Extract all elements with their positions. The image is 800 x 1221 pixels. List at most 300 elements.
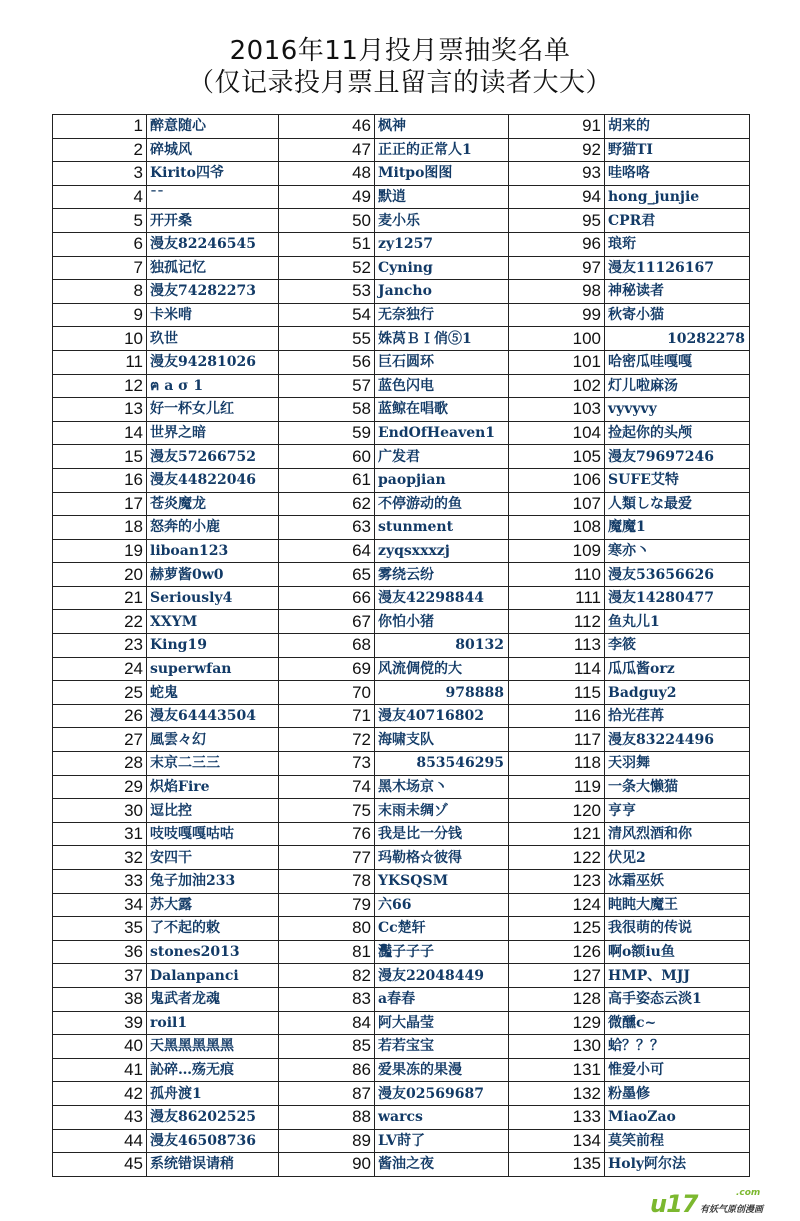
- entry-name: 訫碎…殇无痕: [147, 1058, 279, 1082]
- entry-name: 漫友83224496: [605, 728, 750, 752]
- entry-number: 78: [279, 870, 375, 894]
- entry-name: 哇咯咯: [605, 162, 750, 186]
- entry-number: 79: [279, 893, 375, 917]
- entry-number: 76: [279, 822, 375, 846]
- entry-number: 70: [279, 681, 375, 705]
- entry-number: 102: [509, 374, 605, 398]
- entry-number: 82: [279, 964, 375, 988]
- table-row: [53, 822, 750, 846]
- entry-name: 漫友74282273: [147, 280, 279, 304]
- entry-number: 20: [53, 563, 147, 587]
- entry-number: 124: [509, 893, 605, 917]
- entry-number: 46: [279, 115, 375, 139]
- entry-name: 978888: [375, 681, 509, 705]
- entry-name: 苏大露: [147, 893, 279, 917]
- entry-name: XXYM: [147, 610, 279, 634]
- entry-number: 85: [279, 1035, 375, 1059]
- table-row: [53, 1058, 750, 1082]
- entry-number: 57: [279, 374, 375, 398]
- entry-name: 人類しな最爱: [605, 492, 750, 516]
- entry-number: 123: [509, 870, 605, 894]
- entry-number: 71: [279, 704, 375, 728]
- entry-number: 81: [279, 940, 375, 964]
- entry-number: 66: [279, 586, 375, 610]
- entry-number: 117: [509, 728, 605, 752]
- entry-name: 盹盹大魔王: [605, 893, 750, 917]
- entry-number: 39: [53, 1011, 147, 1035]
- entry-name: Dalanpanci: [147, 964, 279, 988]
- entry-number: 27: [53, 728, 147, 752]
- entry-name: 漫友22048449: [375, 964, 509, 988]
- entry-name: ฅ a σ 1: [147, 374, 279, 398]
- entry-number: 95: [509, 209, 605, 233]
- entry-number: 72: [279, 728, 375, 752]
- entry-name: zyqsxxxzj: [375, 539, 509, 563]
- entry-number: 24: [53, 657, 147, 681]
- entry-name: 风流倜傥的大: [375, 657, 509, 681]
- entry-number: 101: [509, 350, 605, 374]
- entry-number: 115: [509, 681, 605, 705]
- entry-number: 52: [279, 256, 375, 280]
- entry-name: 好一杯女儿红: [147, 398, 279, 422]
- entry-name: 你怕小猪: [375, 610, 509, 634]
- entry-name: 我是比一分钱: [375, 822, 509, 846]
- entry-name: 正正的正常人1: [375, 138, 509, 162]
- entry-name: Cyning: [375, 256, 509, 280]
- entry-number: 67: [279, 610, 375, 634]
- entry-number: 21: [53, 586, 147, 610]
- entry-name: superwfan: [147, 657, 279, 681]
- table-row: [53, 1105, 750, 1129]
- entry-name: 醉意随心: [147, 115, 279, 139]
- entry-name: 安四干: [147, 846, 279, 870]
- entry-number: 99: [509, 303, 605, 327]
- entry-number: 103: [509, 398, 605, 422]
- entry-name: Badguy2: [605, 681, 750, 705]
- table-row: [53, 1011, 750, 1035]
- entry-number: 33: [53, 870, 147, 894]
- entry-number: 122: [509, 846, 605, 870]
- entry-number: 22: [53, 610, 147, 634]
- entry-name: 漫友64443504: [147, 704, 279, 728]
- entry-number: 134: [509, 1129, 605, 1153]
- entry-name: 漫友02569687: [375, 1082, 509, 1106]
- entry-name: 高手姿态云淡1: [605, 987, 750, 1011]
- table-row: [53, 775, 750, 799]
- table-row: [53, 563, 750, 587]
- entry-name: 啊o额iu鱼: [605, 940, 750, 964]
- entry-name: 瓜瓜酱orz: [605, 657, 750, 681]
- entry-number: 43: [53, 1105, 147, 1129]
- entry-number: 16: [53, 468, 147, 492]
- entry-number: 11: [53, 350, 147, 374]
- table-row: [53, 657, 750, 681]
- entry-name: 卡米啃: [147, 303, 279, 327]
- table-row: [53, 728, 750, 752]
- entry-name: 漫友86202525: [147, 1105, 279, 1129]
- entry-number: 96: [509, 232, 605, 256]
- entry-name: 秋寄小猫: [605, 303, 750, 327]
- entry-name: 漫友79697246: [605, 445, 750, 469]
- entry-number: 104: [509, 421, 605, 445]
- entry-name: 雾绕云纷: [375, 563, 509, 587]
- entry-name: 胡来的: [605, 115, 750, 139]
- entry-number: 91: [509, 115, 605, 139]
- entry-name: 我很萌的传说: [605, 917, 750, 941]
- entry-number: 106: [509, 468, 605, 492]
- table-row: [53, 940, 750, 964]
- entry-number: 129: [509, 1011, 605, 1035]
- entry-name: 莫笑前程: [605, 1129, 750, 1153]
- entry-number: 73: [279, 752, 375, 776]
- entry-number: 48: [279, 162, 375, 186]
- entry-number: 31: [53, 822, 147, 846]
- entry-name: 清风烈酒和你: [605, 822, 750, 846]
- entry-number: 107: [509, 492, 605, 516]
- page-subtitle: （仅记录投月票且留言的读者大大）: [187, 68, 612, 98]
- table-row: [53, 681, 750, 705]
- entry-name: 不停游动的鱼: [375, 492, 509, 516]
- entry-name: 巨石圆环: [375, 350, 509, 374]
- table-row: [53, 280, 750, 304]
- table-row: [53, 752, 750, 776]
- u17-logo: [650, 1190, 800, 1218]
- entry-number: 83: [279, 987, 375, 1011]
- entry-number: 88: [279, 1105, 375, 1129]
- entry-number: 132: [509, 1082, 605, 1106]
- table-row: [53, 468, 750, 492]
- entry-number: 5: [53, 209, 147, 233]
- entry-name: roil1: [147, 1011, 279, 1035]
- entry-name: 野猫TI: [605, 138, 750, 162]
- entry-number: 35: [53, 917, 147, 941]
- entry-name: 广发君: [375, 445, 509, 469]
- entry-number: 55: [279, 327, 375, 351]
- table-row: [53, 232, 750, 256]
- entry-name: 灩子子子: [375, 940, 509, 964]
- entry-number: 135: [509, 1153, 605, 1177]
- table-row: [53, 1129, 750, 1153]
- entry-name: 系统错误请稍: [147, 1153, 279, 1177]
- entry-name: 天黑黑黑黑黑: [147, 1035, 279, 1059]
- entry-number: 133: [509, 1105, 605, 1129]
- entry-number: 93: [509, 162, 605, 186]
- entry-name: 亨亨: [605, 799, 750, 823]
- entry-name: 爱果冻的果漫: [375, 1058, 509, 1082]
- entry-name: zy1257: [375, 232, 509, 256]
- entry-name: stones2013: [147, 940, 279, 964]
- entry-number: 64: [279, 539, 375, 563]
- entry-name: 独孤记忆: [147, 256, 279, 280]
- entry-name: MiaoZao: [605, 1105, 750, 1129]
- entry-number: 38: [53, 987, 147, 1011]
- entry-number: 53: [279, 280, 375, 304]
- table-row: [53, 209, 750, 233]
- entry-number: 7: [53, 256, 147, 280]
- entry-name: 怒奔的小鹿: [147, 516, 279, 540]
- entry-name: ˉˉ: [147, 185, 279, 209]
- entry-number: 89: [279, 1129, 375, 1153]
- entry-number: 92: [509, 138, 605, 162]
- entry-name: 逗比控: [147, 799, 279, 823]
- entry-number: 62: [279, 492, 375, 516]
- entry-number: 61: [279, 468, 375, 492]
- entry-number: 56: [279, 350, 375, 374]
- entry-number: 23: [53, 634, 147, 658]
- entry-number: 44: [53, 1129, 147, 1153]
- entry-number: 74: [279, 775, 375, 799]
- entry-name: 玖世: [147, 327, 279, 351]
- entry-name: 蓝鲸在唱歌: [375, 398, 509, 422]
- entry-name: 10282278: [605, 327, 750, 351]
- entry-number: 13: [53, 398, 147, 422]
- entry-name: 漫友57266752: [147, 445, 279, 469]
- table-row: [53, 185, 750, 209]
- entry-number: 111: [509, 586, 605, 610]
- table-row: [53, 162, 750, 186]
- entry-name: Seriously4: [147, 586, 279, 610]
- entry-number: 60: [279, 445, 375, 469]
- table-row: [53, 327, 750, 351]
- entry-name: HMP、MJJ: [605, 964, 750, 988]
- entry-name: 80132: [375, 634, 509, 658]
- entry-name: 漫友44822046: [147, 468, 279, 492]
- entry-number: 50: [279, 209, 375, 233]
- entry-name: 漫友42298844: [375, 586, 509, 610]
- entry-number: 47: [279, 138, 375, 162]
- entry-number: 112: [509, 610, 605, 634]
- entry-name: 粉墨修: [605, 1082, 750, 1106]
- entry-name: paopjian: [375, 468, 509, 492]
- entry-name: 853546295: [375, 752, 509, 776]
- entry-number: 51: [279, 232, 375, 256]
- entry-number: 65: [279, 563, 375, 587]
- entry-name: EndOfHeaven1: [375, 421, 509, 445]
- table-row: [53, 1153, 750, 1177]
- entry-number: 45: [53, 1153, 147, 1177]
- entry-number: 100: [509, 327, 605, 351]
- entry-name: 若若宝宝: [375, 1035, 509, 1059]
- entry-number: 116: [509, 704, 605, 728]
- entry-number: 4: [53, 185, 147, 209]
- table-row: [53, 398, 750, 422]
- entry-number: 14: [53, 421, 147, 445]
- entry-name: a春春: [375, 987, 509, 1011]
- entry-name: hong_junjie: [605, 185, 750, 209]
- entry-number: 130: [509, 1035, 605, 1059]
- entry-number: 8: [53, 280, 147, 304]
- table-row: [53, 115, 750, 139]
- entry-name: 漫友82246545: [147, 232, 279, 256]
- entry-name: 黑木场京丶: [375, 775, 509, 799]
- entry-number: 126: [509, 940, 605, 964]
- entry-name: SUFE艾特: [605, 468, 750, 492]
- entry-number: 118: [509, 752, 605, 776]
- entry-name: 了不起的敕: [147, 917, 279, 941]
- entry-name: 漫友53656626: [605, 563, 750, 587]
- entry-name: 末雨未绸ゾ: [375, 799, 509, 823]
- entry-number: 75: [279, 799, 375, 823]
- entry-number: 12: [53, 374, 147, 398]
- entry-name: 麦小乐: [375, 209, 509, 233]
- entry-number: 10: [53, 327, 147, 351]
- table-row: [53, 893, 750, 917]
- entry-name: stunment: [375, 516, 509, 540]
- entry-number: 34: [53, 893, 147, 917]
- entry-number: 30: [53, 799, 147, 823]
- entry-name: YKSQSM: [375, 870, 509, 894]
- entry-name: 玛勒格☆彼得: [375, 846, 509, 870]
- entry-number: 121: [509, 822, 605, 846]
- entry-number: 109: [509, 539, 605, 563]
- table-row: [53, 846, 750, 870]
- table-row: [53, 445, 750, 469]
- table-row: [53, 610, 750, 634]
- entry-name: 漫友40716802: [375, 704, 509, 728]
- entry-name: 灯儿啦麻汤: [605, 374, 750, 398]
- winner-table-body: [53, 115, 750, 1177]
- entry-number: 125: [509, 917, 605, 941]
- entry-number: 84: [279, 1011, 375, 1035]
- entry-number: 58: [279, 398, 375, 422]
- entry-number: 15: [53, 445, 147, 469]
- entry-name: 冰霜巫妖: [605, 870, 750, 894]
- table-row: [53, 374, 750, 398]
- entry-name: 伏见2: [605, 846, 750, 870]
- entry-name: 末京二三三: [147, 752, 279, 776]
- entry-name: liboan123: [147, 539, 279, 563]
- entry-name: 捡起你的头颅: [605, 421, 750, 445]
- entry-name: 風雲々幻: [147, 728, 279, 752]
- table-row: [53, 586, 750, 610]
- entry-number: 87: [279, 1082, 375, 1106]
- entry-number: 114: [509, 657, 605, 681]
- entry-number: 77: [279, 846, 375, 870]
- entry-name: 开开桑: [147, 209, 279, 233]
- entry-number: 28: [53, 752, 147, 776]
- entry-name: 世界之暗: [147, 421, 279, 445]
- table-row: [53, 256, 750, 280]
- entry-name: 苍炎魔龙: [147, 492, 279, 516]
- entry-number: 86: [279, 1058, 375, 1082]
- entry-number: 94: [509, 185, 605, 209]
- entry-name: 六66: [375, 893, 509, 917]
- entry-name: Holy阿尔法: [605, 1153, 750, 1177]
- entry-number: 41: [53, 1058, 147, 1082]
- entry-name: Mitpo图图: [375, 162, 509, 186]
- entry-name: 姝莴ＢＩ俏⑤1: [375, 327, 509, 351]
- entry-number: 119: [509, 775, 605, 799]
- table-row: [53, 870, 750, 894]
- entry-name: 酱油之夜: [375, 1153, 509, 1177]
- entry-name: 鱼丸儿1: [605, 610, 750, 634]
- entry-number: 19: [53, 539, 147, 563]
- entry-name: 无奈独行: [375, 303, 509, 327]
- entry-name: 琅珩: [605, 232, 750, 256]
- logo-slogan: 有妖气原创漫画: [700, 1205, 764, 1215]
- entry-name: 蛇鬼: [147, 681, 279, 705]
- entry-number: 40: [53, 1035, 147, 1059]
- table-row: [53, 964, 750, 988]
- entry-name: 微醺c~: [605, 1011, 750, 1035]
- entry-name: 阿大晶莹: [375, 1011, 509, 1035]
- entry-number: 108: [509, 516, 605, 540]
- table-row: [53, 516, 750, 540]
- entry-name: 魔魔1: [605, 516, 750, 540]
- entry-name: 漫友14280477: [605, 586, 750, 610]
- entry-name: vyvyvy: [605, 398, 750, 422]
- winner-table: [52, 114, 750, 1177]
- entry-name: 寒亦丶: [605, 539, 750, 563]
- entry-name: 默逍: [375, 185, 509, 209]
- entry-number: 127: [509, 964, 605, 988]
- entry-name: 孤舟渡1: [147, 1082, 279, 1106]
- table-row: [53, 1082, 750, 1106]
- table-row: [53, 492, 750, 516]
- table-row: [53, 138, 750, 162]
- table-row: [53, 917, 750, 941]
- table-row: [53, 987, 750, 1011]
- entry-name: 李筱: [605, 634, 750, 658]
- entry-number: 90: [279, 1153, 375, 1177]
- entry-name: 拾光荏苒: [605, 704, 750, 728]
- entry-name: 漫友46508736: [147, 1129, 279, 1153]
- entry-name: 哈密瓜哇嘎嘎: [605, 350, 750, 374]
- table-row: [53, 539, 750, 563]
- entry-name: 炽焰Fire: [147, 775, 279, 799]
- entry-name: 一条大懒猫: [605, 775, 750, 799]
- entry-number: 1: [53, 115, 147, 139]
- entry-name: Cc楚轩: [375, 917, 509, 941]
- entry-name: 神秘读者: [605, 280, 750, 304]
- entry-number: 18: [53, 516, 147, 540]
- logo-domain: .com: [736, 1188, 761, 1198]
- entry-number: 6: [53, 232, 147, 256]
- entry-name: 蓝色闪电: [375, 374, 509, 398]
- entry-number: 29: [53, 775, 147, 799]
- entry-number: 49: [279, 185, 375, 209]
- entry-number: 69: [279, 657, 375, 681]
- entry-number: 17: [53, 492, 147, 516]
- table-row: [53, 421, 750, 445]
- entry-number: 97: [509, 256, 605, 280]
- entry-number: 59: [279, 421, 375, 445]
- entry-name: Kirito四爷: [147, 162, 279, 186]
- table-row: [53, 799, 750, 823]
- entry-name: 鬼武者龙魂: [147, 987, 279, 1011]
- entry-name: 天羽舞: [605, 752, 750, 776]
- table-row: [53, 704, 750, 728]
- entry-name: 兔子加油233: [147, 870, 279, 894]
- entry-name: 赫萝酱0w0: [147, 563, 279, 587]
- entry-name: warcs: [375, 1105, 509, 1129]
- entry-number: 131: [509, 1058, 605, 1082]
- entry-number: 26: [53, 704, 147, 728]
- entry-number: 98: [509, 280, 605, 304]
- page-title: 2016年11月投月票抽奖名单: [229, 36, 571, 66]
- entry-number: 54: [279, 303, 375, 327]
- entry-name: Jancho: [375, 280, 509, 304]
- entry-name: 吱吱嘎嘎咕咕: [147, 822, 279, 846]
- entry-name: 枫神: [375, 115, 509, 139]
- entry-name: LV莳了: [375, 1129, 509, 1153]
- entry-name: King19: [147, 634, 279, 658]
- entry-number: 32: [53, 846, 147, 870]
- logo-brand: u17: [650, 1190, 698, 1218]
- entry-number: 63: [279, 516, 375, 540]
- entry-number: 110: [509, 563, 605, 587]
- entry-number: 68: [279, 634, 375, 658]
